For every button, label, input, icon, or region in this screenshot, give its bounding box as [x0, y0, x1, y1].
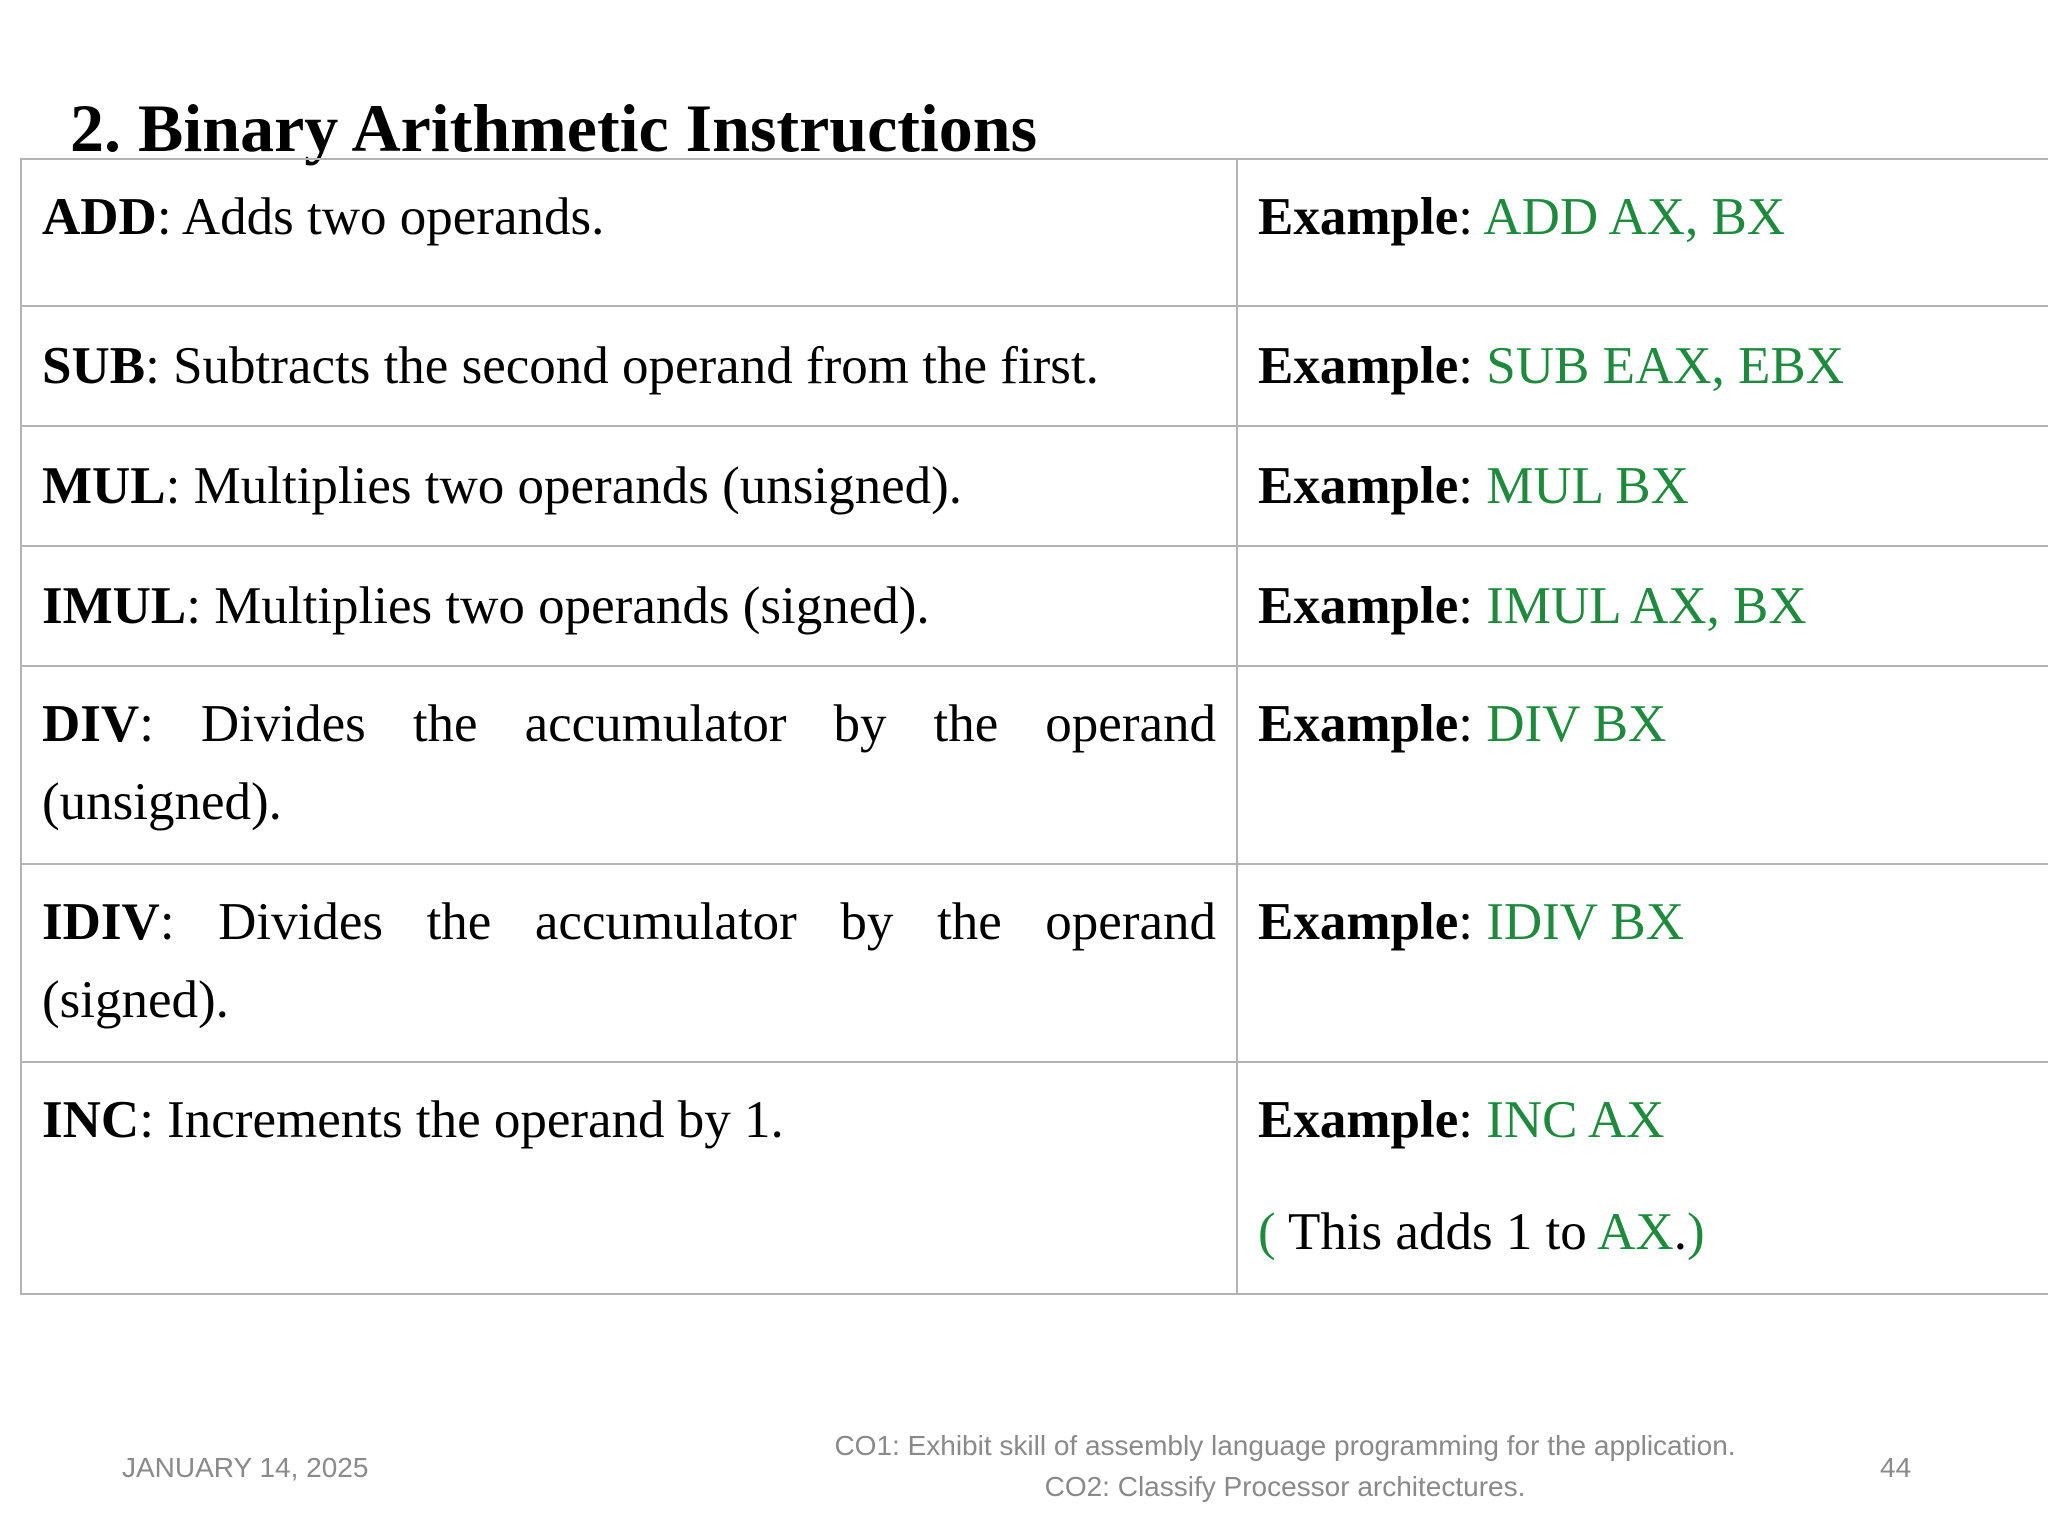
- note-close-paren: ): [1686, 1203, 1705, 1261]
- example-separator: :: [1458, 337, 1487, 395]
- example-cell: [1237, 426, 2048, 546]
- description-cell: [21, 159, 1237, 306]
- example-code: IDIV BX: [1486, 893, 1684, 951]
- note-text: This adds 1 to: [1287, 1203, 1598, 1261]
- table-row: [21, 159, 2048, 306]
- table-row: [21, 1062, 2048, 1294]
- table-row: [21, 864, 2048, 1062]
- example-label: Example: [1258, 577, 1459, 635]
- example-cell: [1237, 306, 2048, 426]
- description-text: : Increments the operand by 1.: [139, 1091, 784, 1149]
- description-text: : Adds two operands.: [156, 188, 605, 246]
- example-code: DIV BX: [1486, 695, 1667, 753]
- example-label: Example: [1258, 1091, 1459, 1149]
- description-text: : Subtracts the second operand from the first.: [145, 337, 1099, 395]
- table-row: [21, 426, 2048, 546]
- example-cell: [1237, 159, 2048, 306]
- example-separator: :: [1458, 695, 1487, 753]
- description-cell: [21, 306, 1237, 426]
- description-text: : Divides the accumulator by the operand (signed).: [42, 893, 1216, 1029]
- footer-date: JANUARY 14, 2025: [122, 1452, 369, 1483]
- note-period: .: [1673, 1203, 1687, 1261]
- example-separator: :: [1458, 188, 1484, 246]
- example-code: IMUL AX, BX: [1486, 577, 1807, 635]
- page-number: 44: [1880, 1452, 1912, 1483]
- mnemonic: SUB: [42, 337, 146, 395]
- description-text: : Divides the accumulator by the operand (unsigned).: [42, 695, 1216, 831]
- example-separator: :: [1458, 893, 1487, 951]
- description-cell: [21, 864, 1237, 1062]
- example-separator: :: [1458, 457, 1487, 515]
- example-cell: [1237, 864, 2048, 1062]
- example-label: Example: [1258, 337, 1459, 395]
- mnemonic: IMUL: [42, 577, 187, 635]
- example-code: INC AX: [1486, 1091, 1665, 1149]
- table-row: [21, 546, 2048, 666]
- mnemonic: INC: [42, 1091, 140, 1149]
- description-text: : Multiplies two operands (signed).: [186, 577, 930, 635]
- mnemonic: DIV: [42, 695, 140, 753]
- example-code: SUB EAX, EBX: [1486, 337, 1844, 395]
- example-cell: [1237, 546, 2048, 666]
- footer-co1: CO1: Exhibit skill of assembly language programming for the application.: [834, 1430, 1736, 1461]
- example-code: ADD AX, BX: [1483, 188, 1786, 246]
- footer-course-outcomes: [740, 1425, 1830, 1507]
- example-code: MUL BX: [1486, 457, 1689, 515]
- note-open-paren: (: [1258, 1203, 1288, 1261]
- description-cell: [21, 426, 1237, 546]
- page-title: 2. Binary Arithmetic Instructions: [70, 90, 1038, 166]
- table-row: [21, 666, 2048, 864]
- example-cell: [1237, 1062, 2048, 1294]
- example-cell: [1237, 666, 2048, 864]
- footer-co2: CO2: Classify Processor architectures.: [1044, 1471, 1526, 1502]
- description-text: : Multiplies two operands (unsigned).: [165, 457, 963, 515]
- example-note: [1258, 1193, 2030, 1271]
- example-separator: :: [1458, 577, 1487, 635]
- instruction-table: [20, 158, 2048, 1295]
- example-label: Example: [1258, 188, 1459, 246]
- mnemonic: IDIV: [42, 893, 160, 951]
- example-separator: :: [1458, 1091, 1487, 1149]
- example-label: Example: [1258, 893, 1459, 951]
- example-label: Example: [1258, 457, 1459, 515]
- mnemonic: ADD: [42, 188, 157, 246]
- mnemonic: MUL: [42, 457, 166, 515]
- description-cell: [21, 666, 1237, 864]
- table-row: [21, 306, 2048, 426]
- example-label: Example: [1258, 695, 1459, 753]
- description-cell: [21, 546, 1237, 666]
- description-cell: [21, 1062, 1237, 1294]
- note-code: AX: [1597, 1203, 1674, 1261]
